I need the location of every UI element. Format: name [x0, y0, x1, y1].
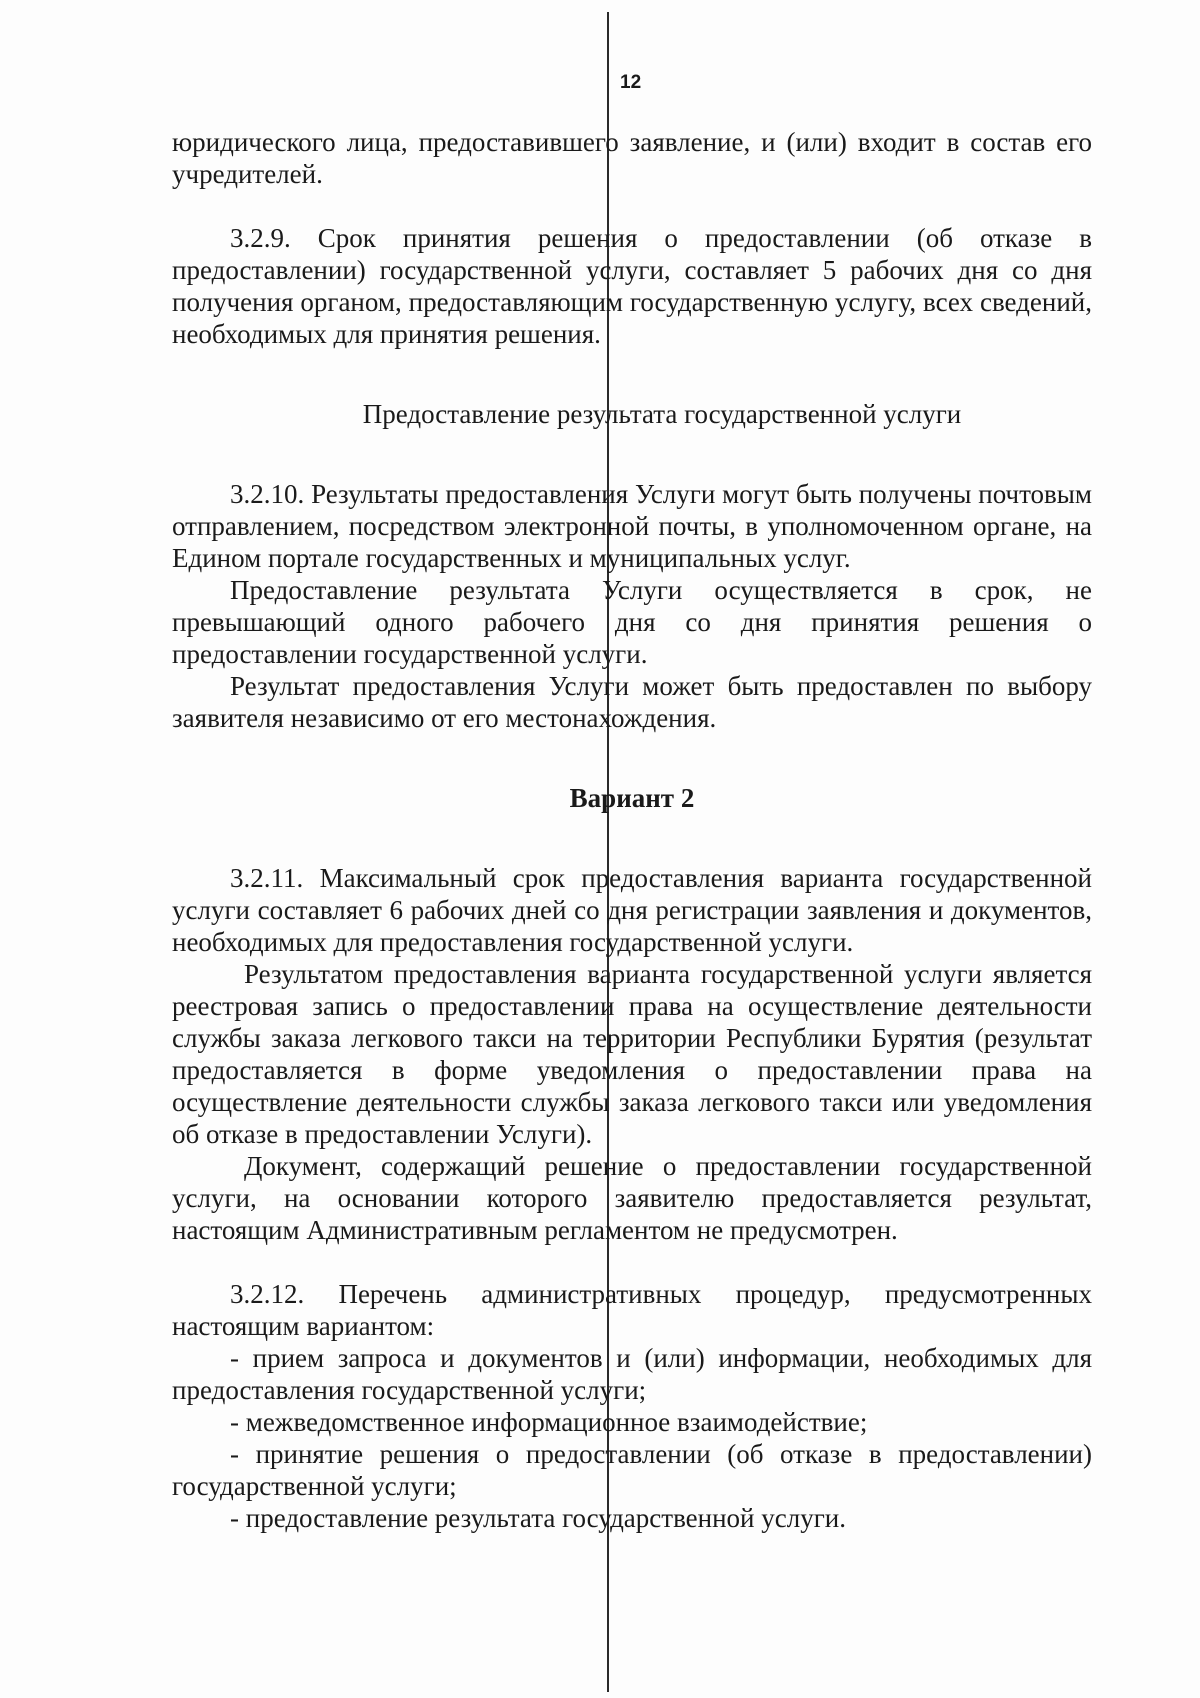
- list-item: - межведомственное информационное взаимодействие;: [230, 1407, 868, 1437]
- paragraph-3-2-10: 3.2.10. Результаты предоставления Услуги могут быть получены почтовым отправлением, посредством электронной почты, в уполномоченном органе, на Едином портале государственных и муниципальных услуг.: [172, 479, 1092, 573]
- document-body: [172, 126, 1092, 1534]
- page-number: 12: [620, 72, 642, 93]
- paragraph-3-2-11: 3.2.11. Максимальный срок предоставления варианта государственной услуги составляет 6 рабочих дней со дня регистрации заявления и документов, необходимых для предоставления государственной услуги.: [172, 863, 1092, 957]
- paragraph-continuation: юридического лица, предоставившего заявление, и (или) входит в состав его учредителей.: [172, 127, 1092, 189]
- section-heading-result: Предоставление результата государственной услуги: [362, 399, 962, 429]
- list-item: - принятие решения о предоставлении (об отказе в предоставлении) государственной услуги;: [172, 1439, 1092, 1501]
- paragraph-result-term: Предоставление результата Услуги осуществляется в срок, не превышающий одного рабочего дня со дня принятия решения о предоставлении государственной услуги.: [172, 575, 1092, 669]
- list-item: - предоставление результата государственной услуги.: [230, 1503, 846, 1533]
- paragraph-decision-document: Документ, содержащий решение о предоставлении государственной услуги, на основании которого заявителю предоставляется результат, настоящим Административным регламентом не предусмотрен.: [172, 1151, 1092, 1245]
- variant-heading: Вариант 2: [569, 783, 695, 813]
- paragraph-3-2-12: 3.2.12. Перечень административных процедур, предусмотренных настоящим вариантом:: [172, 1279, 1092, 1341]
- paragraph-variant-result: Результатом предоставления варианта государственной услуги является реестровая запись о предоставлении права на осуществление деятельности службы заказа легкового такси на территории Республики Бурятия (результат предоставляется в форме уведомления о предоставлении права на осуществление деятельности службы заказа легкового такси или уведомления об отказе в предоставлении Услуги).: [172, 959, 1092, 1149]
- paragraph-result-choice: Результат предоставления Услуги может быть предоставлен по выбору заявителя независимо от его местонахождения.: [172, 671, 1092, 733]
- list-item: - прием запроса и документов и (или) информации, необходимых для предоставления государственной услуги;: [172, 1343, 1092, 1405]
- paragraph-3-2-9: 3.2.9. Срок принятия решения о предоставлении (об отказе в предоставлении) государственной услуги, составляет 5 рабочих дня со дня получения органом, предоставляющим государственную услугу, всех сведений, необходимых для принятия решения.: [172, 223, 1092, 349]
